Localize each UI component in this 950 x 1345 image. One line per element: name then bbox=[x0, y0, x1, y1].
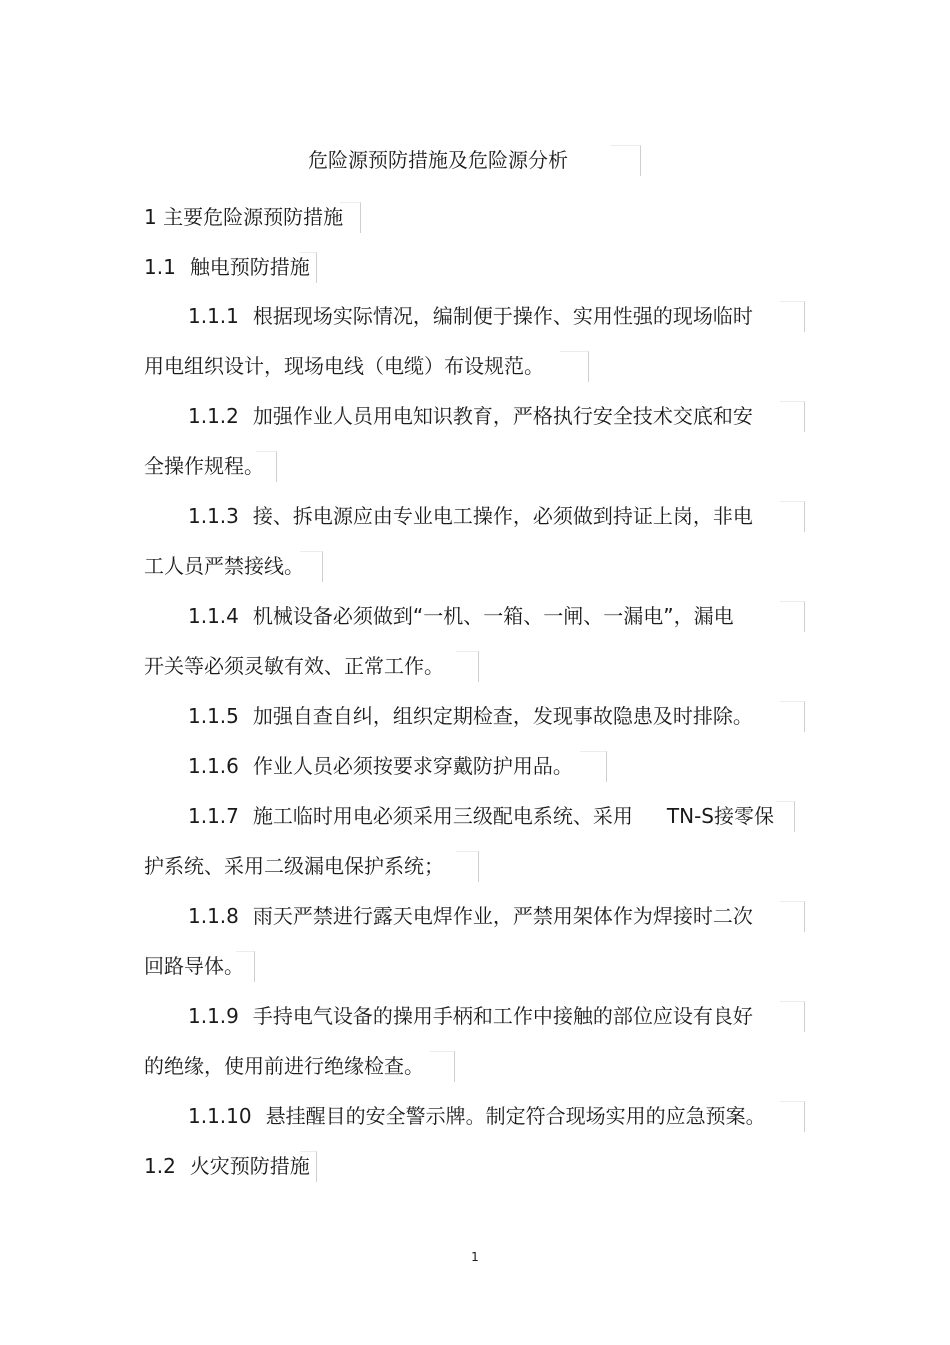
paragraph-line bbox=[188, 401, 753, 431]
paragraph-continuation: 回路导体。 bbox=[144, 954, 244, 978]
item-text: 根据现场实际情况，编制便于操作、实用性强的现场临时 bbox=[252, 304, 753, 328]
item-text-continued: TN-S接零保 bbox=[666, 804, 774, 828]
paragraph-line bbox=[188, 301, 753, 331]
scan-mark bbox=[780, 701, 805, 732]
scan-mark bbox=[236, 951, 255, 982]
scan-mark bbox=[300, 252, 317, 283]
scan-mark bbox=[256, 451, 277, 482]
paragraph-line bbox=[188, 501, 753, 531]
scan-mark bbox=[456, 651, 479, 682]
item-number: 1.1.2 bbox=[188, 404, 239, 428]
item-number: 1.1.1 bbox=[188, 304, 239, 328]
paragraph-continuation: 护系统、采用二级漏电保护系统； bbox=[144, 854, 444, 878]
item-number: 1.1.4 bbox=[188, 604, 239, 628]
item-text: 雨天严禁进行露天电焊作业，严禁用架体作为焊接时二次 bbox=[252, 904, 753, 928]
scan-mark bbox=[456, 851, 479, 882]
item-text: 作业人员必须按要求穿戴防护用品。 bbox=[252, 754, 573, 778]
item-text: 悬挂醒目的安全警示牌。制定符合现场实用的应急预案。 bbox=[265, 1104, 766, 1128]
section-heading-1: 1 主要危险源预防措施 bbox=[144, 205, 344, 229]
item-number: 1.1.9 bbox=[188, 1004, 239, 1028]
item-text: 加强作业人员用电知识教育，严格执行安全技术交底和安 bbox=[252, 404, 753, 428]
document-title: 危险源预防措施及危险源分析 bbox=[308, 148, 568, 172]
scan-mark bbox=[300, 1151, 317, 1182]
scan-mark bbox=[780, 501, 805, 532]
paragraph-line bbox=[188, 751, 573, 781]
paragraph-line bbox=[188, 1001, 753, 1031]
paragraph-continuation: 工人员严禁接线。 bbox=[144, 554, 304, 578]
paragraph-continuation: 全操作规程。 bbox=[144, 454, 264, 478]
scan-mark bbox=[776, 801, 795, 832]
scan-mark bbox=[780, 1101, 805, 1132]
scan-mark bbox=[780, 601, 805, 632]
paragraph-continuation: 的绝缘，使用前进行绝缘检查。 bbox=[144, 1054, 424, 1078]
item-text: 机械设备必须做到“一机、一箱、一闸、一漏电”，漏电 bbox=[252, 604, 734, 628]
paragraph-line bbox=[188, 601, 734, 631]
item-text: 接、拆电源应由专业电工操作，必须做到持证上岗，非电 bbox=[252, 504, 753, 528]
item-number: 1.1.7 bbox=[188, 804, 239, 828]
scan-mark bbox=[610, 145, 641, 176]
item-text: 施工临时用电必须采用三级配电系统、采用 bbox=[252, 804, 633, 828]
item-number: 1.1.10 bbox=[188, 1104, 252, 1128]
section-number: 1.2 bbox=[144, 1154, 176, 1178]
paragraph-line bbox=[188, 701, 753, 731]
section-heading-1-1 bbox=[144, 252, 310, 282]
paragraph-line bbox=[188, 1101, 766, 1131]
item-text: 手持电气设备的操用手柄和工作中接触的部位应设有良好 bbox=[252, 1004, 753, 1028]
paragraph-continuation: 开关等必须灵敏有效、正常工作。 bbox=[144, 654, 444, 678]
scan-mark bbox=[580, 751, 607, 782]
scan-mark bbox=[780, 1001, 805, 1032]
paragraph-line bbox=[188, 901, 753, 931]
scan-mark bbox=[780, 301, 805, 332]
item-number: 1.1.8 bbox=[188, 904, 239, 928]
page-number: 1 bbox=[471, 1250, 479, 1264]
scan-mark bbox=[430, 1051, 455, 1082]
paragraph-continuation: 用电组织设计，现场电线（电缆）布设规范。 bbox=[144, 354, 544, 378]
item-number: 1.1.5 bbox=[188, 704, 239, 728]
section-heading-1-2 bbox=[144, 1151, 310, 1181]
item-number: 1.1.3 bbox=[188, 504, 239, 528]
paragraph-line bbox=[188, 801, 774, 831]
scan-mark bbox=[300, 551, 323, 582]
scan-mark bbox=[340, 202, 361, 233]
section-text: 触电预防措施 bbox=[189, 255, 310, 279]
scan-mark bbox=[560, 351, 589, 382]
item-text: 加强自查自纠，组织定期检查，发现事故隐患及时排除。 bbox=[252, 704, 753, 728]
section-number: 1.1 bbox=[144, 255, 176, 279]
scan-mark bbox=[780, 901, 805, 932]
item-number: 1.1.6 bbox=[188, 754, 239, 778]
scan-mark bbox=[780, 401, 805, 432]
section-text: 火灾预防措施 bbox=[189, 1154, 310, 1178]
